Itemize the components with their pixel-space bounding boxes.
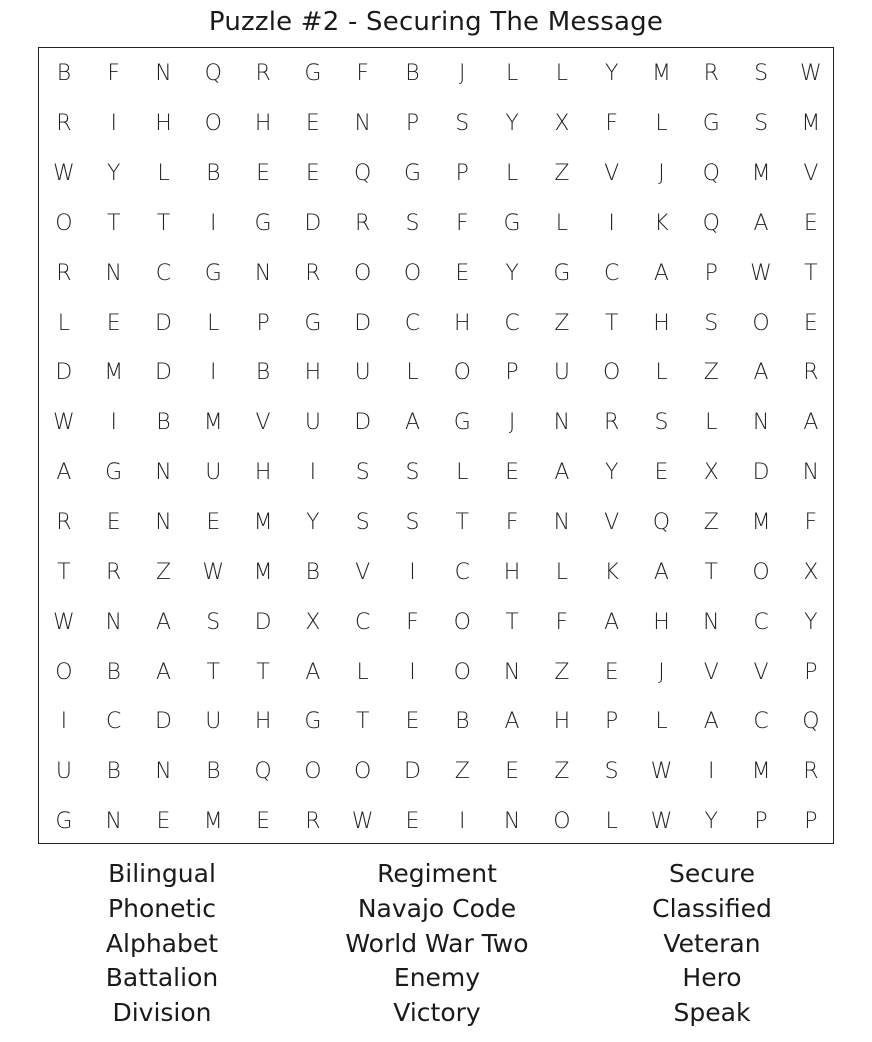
grid-letter[interactable]: S: [754, 61, 769, 87]
grid-letter[interactable]: S: [355, 510, 370, 536]
grid-letter[interactable]: M: [253, 510, 273, 536]
word-list-item: Navajo Code: [357, 893, 517, 923]
grid-letter[interactable]: G: [204, 260, 222, 286]
word-list-column-3: [567, 857, 857, 1031]
word-list-item: Victory: [393, 998, 481, 1028]
grid-letter[interactable]: O: [403, 260, 422, 286]
grid-letter[interactable]: H: [454, 310, 471, 336]
grid-letter[interactable]: O: [453, 360, 471, 386]
grid-letter[interactable]: I: [110, 111, 117, 137]
grid-letter[interactable]: Z: [554, 161, 570, 187]
grid-letter[interactable]: V: [604, 510, 620, 536]
grid-letter[interactable]: E: [405, 709, 420, 735]
grid-letter[interactable]: I: [210, 360, 217, 386]
grid-letter[interactable]: N: [503, 659, 521, 685]
grid-letter[interactable]: P: [605, 709, 619, 735]
grid-letter[interactable]: W: [202, 559, 225, 585]
grid-letter[interactable]: R: [255, 61, 271, 87]
grid-letter[interactable]: U: [205, 460, 222, 486]
grid-letter[interactable]: C: [753, 609, 769, 635]
grid-letter[interactable]: Q: [802, 709, 820, 735]
grid-letter[interactable]: D: [354, 310, 372, 336]
grid-letter[interactable]: L: [356, 659, 369, 685]
grid-letter[interactable]: Z: [703, 510, 719, 536]
grid-letter[interactable]: H: [503, 559, 521, 585]
grid-letter[interactable]: H: [254, 460, 272, 486]
grid-letter[interactable]: T: [604, 310, 619, 336]
grid-letter[interactable]: N: [105, 260, 122, 286]
grid-letter[interactable]: D: [354, 410, 372, 436]
grid-letter[interactable]: M: [253, 559, 273, 585]
grid-letter[interactable]: G: [304, 61, 322, 87]
grid-letter[interactable]: I: [110, 410, 117, 436]
grid-letter[interactable]: U: [354, 360, 371, 386]
grid-letter[interactable]: A: [504, 709, 520, 735]
word-list-item: Battalion: [105, 963, 219, 993]
grid-letter[interactable]: E: [106, 310, 121, 336]
grid-letter[interactable]: J: [658, 659, 665, 685]
grid-letter[interactable]: Z: [703, 360, 719, 386]
grid-letter[interactable]: W: [53, 609, 75, 635]
grid-letter[interactable]: P: [804, 659, 818, 685]
grid-letter[interactable]: P: [256, 310, 270, 336]
grid-letter[interactable]: C: [454, 559, 470, 585]
grid-letter[interactable]: N: [254, 260, 272, 286]
grid-letter[interactable]: N: [553, 510, 571, 536]
grid-letter[interactable]: L: [57, 310, 71, 336]
grid-letter[interactable]: O: [55, 659, 73, 685]
grid-letter[interactable]: P: [505, 360, 519, 386]
grid-letter[interactable]: Y: [505, 111, 519, 137]
grid-letter[interactable]: S: [405, 460, 420, 486]
grid-letter[interactable]: P: [405, 111, 420, 137]
grid-letter[interactable]: G: [254, 210, 272, 236]
grid-letter[interactable]: J: [459, 61, 466, 87]
grid-letter[interactable]: C: [603, 260, 620, 286]
grid-letter[interactable]: Q: [702, 210, 720, 236]
grid-letter[interactable]: G: [453, 410, 471, 436]
grid-letter[interactable]: F: [356, 61, 369, 87]
word-list-item: Speak: [673, 998, 751, 1028]
word-list-item: Regiment: [377, 859, 497, 888]
grid-letter[interactable]: E: [405, 809, 420, 835]
word-list-item: Phonetic: [108, 893, 216, 923]
grid-letter[interactable]: K: [604, 559, 619, 585]
grid-letter[interactable]: H: [254, 111, 272, 137]
grid-letter[interactable]: V: [803, 161, 819, 187]
grid-letter[interactable]: C: [753, 709, 769, 735]
grid-letter[interactable]: L: [456, 460, 469, 486]
grid-letter[interactable]: E: [305, 111, 320, 137]
grid-letter[interactable]: Q: [204, 61, 222, 87]
grid-letter[interactable]: M: [751, 759, 771, 785]
grid-letter[interactable]: L: [655, 111, 668, 137]
grid-letter[interactable]: L: [555, 61, 568, 87]
grid-letter[interactable]: C: [504, 310, 520, 336]
grid-letter[interactable]: Z: [155, 559, 172, 585]
grid-letter[interactable]: E: [206, 510, 221, 536]
grid-letter[interactable]: O: [55, 210, 73, 236]
grid-letter[interactable]: G: [553, 260, 571, 286]
grid-letter[interactable]: T: [505, 609, 519, 635]
grid-letter[interactable]: H: [653, 310, 670, 336]
grid-letter[interactable]: L: [655, 360, 668, 386]
grid-letter[interactable]: B: [255, 360, 271, 386]
grid-letter[interactable]: X: [803, 559, 819, 585]
grid-letter[interactable]: N: [752, 410, 770, 436]
grid-letter[interactable]: A: [753, 210, 769, 236]
grid-letter[interactable]: U: [205, 709, 222, 735]
grid-letter[interactable]: B: [305, 559, 321, 585]
grid-letter[interactable]: I: [459, 809, 466, 835]
grid-letter[interactable]: U: [55, 759, 72, 785]
grid-letter[interactable]: W: [650, 809, 673, 835]
grid-letter[interactable]: N: [155, 759, 172, 785]
grid-letter[interactable]: F: [555, 609, 569, 635]
grid-letter[interactable]: Q: [702, 161, 720, 187]
grid-letter[interactable]: B: [455, 709, 470, 735]
grid-letter[interactable]: I: [708, 759, 715, 785]
grid-letter[interactable]: R: [305, 809, 321, 835]
grid-letter[interactable]: B: [206, 759, 221, 785]
grid-letter[interactable]: Y: [505, 260, 519, 286]
grid-letter[interactable]: F: [505, 510, 519, 536]
word-list-item: Hero: [682, 963, 742, 993]
grid-letter[interactable]: M: [801, 111, 821, 137]
grid-letter[interactable]: H: [155, 111, 172, 137]
grid-letter[interactable]: T: [355, 709, 370, 735]
grid-letter[interactable]: S: [704, 310, 719, 336]
grid-letter[interactable]: E: [505, 460, 520, 486]
grid-letter[interactable]: O: [204, 111, 222, 137]
grid-letter[interactable]: O: [752, 310, 770, 336]
grid-letter[interactable]: O: [453, 609, 471, 635]
grid-letter[interactable]: U: [304, 410, 321, 436]
grid-letter[interactable]: R: [56, 111, 72, 137]
grid-letter[interactable]: J: [658, 161, 665, 187]
grid-letter[interactable]: J: [508, 410, 516, 436]
grid-letter[interactable]: D: [254, 609, 272, 635]
grid-letter[interactable]: R: [56, 510, 72, 536]
word-list-item: World War Two: [345, 928, 529, 958]
grid-letter[interactable]: A: [155, 609, 172, 635]
grid-letter[interactable]: E: [156, 809, 171, 835]
grid-letter[interactable]: L: [406, 360, 419, 386]
grid-letter[interactable]: A: [305, 659, 321, 685]
grid-letter[interactable]: D: [55, 360, 73, 386]
grid-letter[interactable]: T: [804, 260, 818, 286]
grid-letter[interactable]: V: [355, 559, 371, 585]
grid-letter[interactable]: Y: [604, 61, 619, 87]
grid-letter[interactable]: N: [553, 410, 571, 436]
grid-letter[interactable]: N: [155, 61, 172, 87]
letter-grid-cells: [39, 49, 836, 847]
word-list-item: Classified: [652, 893, 772, 923]
grid-letter[interactable]: B: [405, 61, 420, 87]
grid-letter[interactable]: A: [56, 460, 72, 486]
grid-letter[interactable]: I: [309, 460, 317, 486]
puzzle-title: Puzzle #2 - Securing The Message: [208, 7, 664, 37]
grid-letter[interactable]: S: [455, 111, 470, 137]
grid-letter[interactable]: B: [106, 759, 121, 785]
grid-letter[interactable]: Q: [652, 510, 671, 536]
grid-letter[interactable]: F: [107, 61, 121, 87]
grid-letter[interactable]: M: [651, 61, 671, 87]
grid-letter[interactable]: E: [505, 759, 520, 785]
grid-letter[interactable]: T: [704, 559, 718, 585]
grid-letter[interactable]: O: [453, 659, 471, 685]
grid-letter[interactable]: M: [203, 809, 223, 835]
grid-letter[interactable]: R: [604, 410, 620, 436]
grid-letter[interactable]: O: [354, 759, 372, 785]
grid-letter[interactable]: N: [503, 809, 521, 835]
grid-letter[interactable]: N: [354, 111, 371, 137]
word-list-item: Veteran: [663, 928, 761, 958]
grid-letter[interactable]: Y: [804, 609, 818, 635]
grid-letter[interactable]: P: [704, 260, 718, 286]
grid-letter[interactable]: A: [404, 410, 420, 436]
grid-letter[interactable]: D: [304, 210, 322, 236]
grid-letter[interactable]: I: [60, 709, 68, 735]
grid-letter[interactable]: Z: [454, 759, 470, 785]
grid-letter[interactable]: R: [305, 260, 321, 286]
grid-letter[interactable]: N: [703, 609, 720, 635]
grid-letter[interactable]: K: [654, 210, 669, 236]
grid-letter[interactable]: W: [351, 809, 374, 835]
grid-letter[interactable]: M: [751, 510, 771, 536]
grid-letter[interactable]: A: [703, 709, 719, 735]
grid-letter[interactable]: O: [553, 809, 571, 835]
word-list-item: Enemy: [393, 963, 481, 993]
grid-letter[interactable]: T: [156, 210, 171, 236]
grid-letter[interactable]: B: [206, 161, 221, 187]
grid-letter[interactable]: R: [803, 759, 819, 785]
grid-letter[interactable]: H: [304, 360, 322, 386]
grid-letter[interactable]: O: [752, 559, 770, 585]
grid-letter[interactable]: G: [403, 161, 421, 187]
word-list-column-1: [17, 857, 307, 1031]
grid-letter[interactable]: X: [305, 609, 321, 635]
grid-letter[interactable]: S: [206, 609, 221, 635]
grid-letter[interactable]: T: [256, 659, 270, 685]
word-list-item: Division: [112, 998, 212, 1028]
grid-letter[interactable]: G: [304, 709, 322, 735]
grid-letter[interactable]: N: [105, 809, 122, 835]
grid-letter[interactable]: L: [157, 161, 170, 187]
grid-letter[interactable]: E: [305, 161, 320, 187]
grid-letter[interactable]: T: [57, 559, 71, 585]
grid-letter[interactable]: Y: [604, 460, 619, 486]
grid-letter[interactable]: V: [703, 659, 719, 685]
grid-letter[interactable]: M: [104, 360, 124, 386]
grid-letter[interactable]: I: [210, 210, 217, 236]
grid-letter[interactable]: E: [106, 510, 121, 536]
grid-letter[interactable]: M: [203, 410, 223, 436]
grid-letter[interactable]: A: [653, 559, 669, 585]
grid-letter[interactable]: C: [155, 260, 172, 286]
grid-letter[interactable]: B: [106, 659, 121, 685]
grid-letter[interactable]: D: [155, 709, 172, 735]
grid-letter[interactable]: N: [155, 510, 172, 536]
grid-letter[interactable]: Z: [554, 659, 570, 685]
grid-letter[interactable]: E: [256, 161, 271, 187]
grid-letter[interactable]: R: [355, 210, 371, 236]
grid-letter[interactable]: V: [753, 659, 769, 685]
grid-letter[interactable]: L: [555, 210, 568, 236]
grid-letter[interactable]: O: [603, 360, 621, 386]
word-list-item: Bilingual: [108, 859, 216, 888]
grid-letter[interactable]: X: [554, 111, 570, 137]
grid-letter[interactable]: G: [503, 210, 521, 236]
grid-letter[interactable]: I: [409, 659, 416, 685]
grid-letter[interactable]: G: [55, 809, 73, 835]
grid-letter[interactable]: A: [604, 609, 620, 635]
grid-letter[interactable]: R: [803, 360, 819, 386]
grid-letter[interactable]: R: [703, 61, 719, 87]
grid-letter[interactable]: W: [799, 61, 822, 87]
grid-letter[interactable]: Y: [106, 161, 121, 187]
grid-letter[interactable]: I: [409, 559, 416, 585]
grid-letter[interactable]: F: [605, 111, 618, 137]
grid-letter[interactable]: F: [406, 609, 419, 635]
grid-letter[interactable]: C: [404, 310, 421, 336]
grid-letter[interactable]: E: [604, 659, 619, 685]
grid-letter[interactable]: T: [455, 510, 469, 536]
grid-letter[interactable]: T: [106, 210, 121, 236]
grid-letter[interactable]: P: [754, 809, 768, 835]
grid-letter[interactable]: W: [53, 161, 75, 187]
grid-letter[interactable]: C: [106, 709, 122, 735]
grid-letter[interactable]: A: [653, 260, 669, 286]
grid-letter[interactable]: A: [753, 360, 769, 386]
grid-letter[interactable]: N: [802, 460, 820, 486]
word-list-item: Alphabet: [105, 928, 219, 958]
grid-letter[interactable]: L: [207, 310, 220, 336]
grid-letter[interactable]: Y: [306, 510, 320, 536]
grid-letter[interactable]: R: [106, 559, 122, 585]
grid-letter[interactable]: U: [553, 360, 570, 386]
grid-letter[interactable]: W: [53, 410, 75, 436]
grid-letter[interactable]: Q: [354, 161, 372, 187]
grid-letter[interactable]: G: [702, 111, 720, 137]
grid-letter[interactable]: F: [455, 210, 469, 236]
grid-letter[interactable]: D: [155, 310, 172, 336]
grid-letter[interactable]: L: [655, 709, 668, 735]
grid-letter[interactable]: Z: [554, 759, 570, 785]
grid-letter[interactable]: Z: [554, 310, 570, 336]
grid-letter[interactable]: P: [455, 161, 469, 187]
grid-letter[interactable]: Y: [704, 809, 718, 835]
grid-letter[interactable]: E: [803, 310, 818, 336]
grid-letter[interactable]: D: [752, 460, 770, 486]
grid-letter[interactable]: E: [654, 460, 669, 486]
grid-letter[interactable]: B: [156, 410, 171, 436]
grid-letter[interactable]: S: [355, 460, 370, 486]
grid-letter[interactable]: G: [105, 460, 123, 486]
grid-letter[interactable]: S: [405, 210, 420, 236]
grid-letter[interactable]: N: [105, 609, 122, 635]
grid-letter[interactable]: D: [155, 360, 172, 386]
grid-letter[interactable]: A: [554, 460, 570, 486]
word-list: [0, 857, 872, 1037]
grid-letter[interactable]: S: [405, 510, 420, 536]
grid-letter[interactable]: L: [505, 61, 519, 87]
grid-letter[interactable]: L: [605, 809, 618, 835]
grid-letter[interactable]: L: [505, 161, 519, 187]
grid-letter[interactable]: O: [354, 260, 372, 286]
letter-grid: [38, 47, 834, 844]
grid-letter[interactable]: S: [604, 759, 619, 785]
grid-letter[interactable]: H: [553, 709, 571, 735]
grid-letter[interactable]: H: [653, 609, 670, 635]
grid-letter[interactable]: A: [803, 410, 819, 436]
grid-letter[interactable]: R: [56, 260, 72, 286]
grid-letter[interactable]: T: [206, 659, 221, 685]
grid-letter[interactable]: F: [804, 510, 818, 536]
grid-letter[interactable]: H: [254, 709, 272, 735]
grid-letter[interactable]: I: [608, 210, 615, 236]
word-list-column-2: [292, 857, 582, 1031]
grid-letter[interactable]: E: [455, 260, 470, 286]
grid-letter[interactable]: V: [255, 410, 271, 436]
word-list-item: Secure: [669, 859, 755, 888]
grid-letter[interactable]: S: [654, 410, 669, 436]
grid-letter[interactable]: D: [404, 759, 421, 785]
grid-letter[interactable]: W: [750, 260, 772, 286]
grid-letter[interactable]: X: [703, 460, 719, 486]
grid-letter[interactable]: M: [751, 161, 771, 187]
grid-letter[interactable]: P: [804, 809, 818, 835]
grid-letter[interactable]: G: [304, 310, 322, 336]
grid-letter[interactable]: L: [705, 410, 718, 436]
grid-letter[interactable]: B: [56, 61, 72, 87]
grid-letter[interactable]: L: [555, 559, 568, 585]
grid-letter[interactable]: V: [604, 161, 620, 187]
grid-letter[interactable]: A: [155, 659, 172, 685]
grid-letter[interactable]: Q: [254, 759, 272, 785]
grid-letter[interactable]: W: [650, 759, 673, 785]
grid-letter[interactable]: E: [803, 210, 818, 236]
grid-letter[interactable]: O: [304, 759, 322, 785]
grid-letter[interactable]: E: [256, 809, 271, 835]
grid-letter[interactable]: N: [155, 460, 172, 486]
grid-letter[interactable]: S: [754, 111, 769, 137]
grid-letter[interactable]: C: [354, 609, 371, 635]
